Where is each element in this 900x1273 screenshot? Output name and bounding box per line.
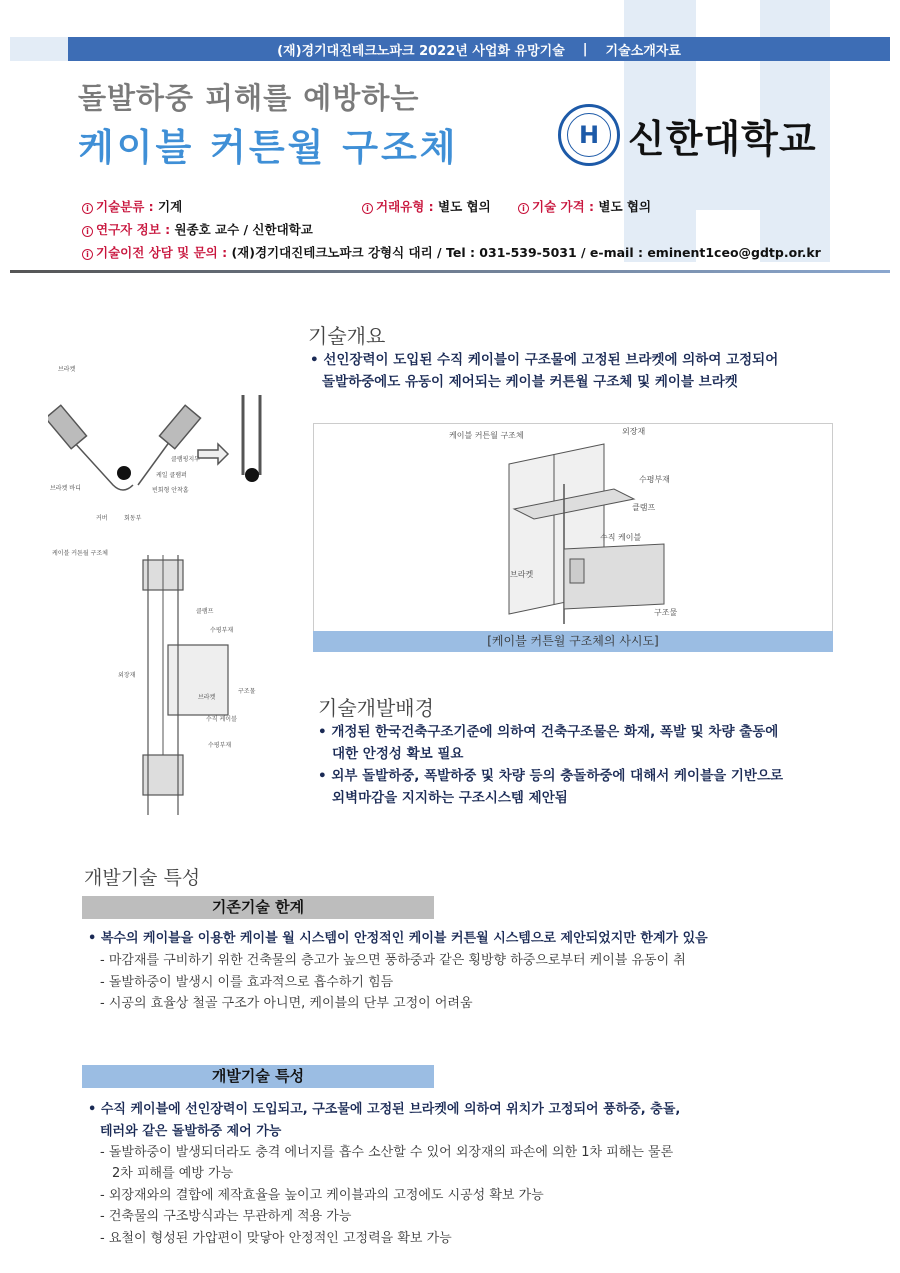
dev-sub-4: - 요철이 형성된 가압편이 맞닿아 안정적인 고정력을 확보 가능 xyxy=(100,1231,452,1246)
diagram-label-vertical-cable: 수직 케이블 xyxy=(206,716,237,723)
figure-label-clamp: 클램프 xyxy=(632,503,656,512)
background-bullet2-line1: • 외부 돌발하중, 폭발하중 및 차량 등의 충돌하중에 대해서 케이블을 기반으로 xyxy=(318,768,784,784)
info-icon: i xyxy=(82,249,93,260)
figure-label-horizontal: 수평부재 xyxy=(639,475,670,484)
diagram-label-cover: 커버 xyxy=(96,515,108,522)
diagram-label-bracket-body: 브라켓 바디 xyxy=(50,485,81,492)
figure-label-structure: 구조물 xyxy=(654,608,678,617)
info-price: i 기술 가격 : 별도 협의 xyxy=(518,197,651,215)
overview-bullet-line1: • 선인장력이 도입된 수직 케이블이 구조물에 고정된 브라켓에 의하여 고정되어 xyxy=(310,352,779,368)
info-icon: i xyxy=(82,226,93,237)
figure-label-vertical-cable: 수직 케이블 xyxy=(600,533,642,542)
header-bar xyxy=(68,37,890,61)
overview-heading: 기술개요 xyxy=(308,324,386,348)
figure-label-exterior: 외장재 xyxy=(622,427,646,436)
dev-bullet-line2: 테러와 같은 돌발하중 제어 가능 xyxy=(100,1124,282,1139)
diagram-label-structure: 구조물 xyxy=(238,688,256,695)
dev-sub-2: - 외장재와의 결합에 제작효율을 높이고 케이블과의 고정에도 시공성 확보 가능 xyxy=(100,1188,544,1203)
features-heading: 개발기술 특성 xyxy=(84,867,201,889)
header-org: (재)경기대진테크노파크 2022년 사업화 유망기술 xyxy=(277,43,565,59)
header-separator: | xyxy=(582,41,588,57)
dev-sub-1: - 돌발하중이 발생되더라도 충격 에너지를 흡수 소산할 수 있어 외장재의 파손에 의한 1차 피해는 물론 xyxy=(100,1145,674,1160)
title-line2: 케이블 커튼월 구조체 xyxy=(78,126,459,169)
header-divider xyxy=(10,270,890,273)
background-bullet1-line2: 대한 안정성 확보 필요 xyxy=(332,746,464,762)
dev-bullet-line1: • 수직 케이블에 선인장력이 도입되고, 구조물에 고정된 브라켓에 의하여 위치가 고정되어 풍하중, 충돌, xyxy=(88,1102,681,1117)
dev-sub-3: - 건축물의 구조방식과는 무관하게 적용 가능 xyxy=(100,1209,352,1224)
diagram-label-horizontal: 수평부재 xyxy=(210,627,234,634)
background-heading: 기술개발배경 xyxy=(318,696,434,720)
diagram-label-horizontal2: 수평부재 xyxy=(208,742,232,749)
diagram-label-bracket: 브라켓 xyxy=(58,366,76,373)
perspective-drawing xyxy=(314,424,832,630)
diagram-label-clamp-support: 클램핑지부 xyxy=(171,456,200,463)
bracket-diagram xyxy=(48,355,278,815)
info-researcher: i 연구자 정보 : 원종호 교수 / 신한대학교 xyxy=(82,220,313,238)
diagram-label-rotation: 회동부 xyxy=(124,515,142,522)
limits-bullet: • 복수의 케이블을 이용한 케이블 월 시스템이 안정적인 케이블 커튼월 시스템으로 제안되었지만 한계가 있음 xyxy=(88,931,708,946)
university-logo xyxy=(558,104,817,166)
figure-label-system: 케이블 커튼월 구조체 xyxy=(449,431,524,440)
overview-bullet-line2: 돌발하중에도 유동이 제어되는 케이블 커튼월 구조체 및 케이블 브라켓 xyxy=(322,374,738,390)
diagram-label-bracket2: 브라켓 xyxy=(198,694,216,701)
diagram-label-clamp: 클램프 xyxy=(196,608,214,615)
dev-band: 개발기술 특성 xyxy=(82,1065,434,1088)
background-bullet2-line2: 외벽마감을 지지하는 구조시스템 제안됨 xyxy=(332,790,568,806)
perspective-figure xyxy=(313,423,833,651)
title-line1: 돌발하중 피해를 예방하는 xyxy=(78,81,420,115)
figure-label-bracket: 브라켓 xyxy=(510,570,534,579)
limits-sub-1: - 마감재를 구비하기 위한 건축물의 층고가 높으면 풍하중과 같은 횡방향 하중으로부터 케이블 유동이 취 xyxy=(100,953,686,968)
limits-sub-2: - 돌발하중이 발생시 이를 효과적으로 흡수하기 힘듬 xyxy=(100,975,394,990)
diagram-label-anti-rotation: 빈회형 안착홈 xyxy=(152,487,189,494)
limits-sub-3: - 시공의 효율상 철골 구조가 아니면, 케이블의 단부 고정이 어려움 xyxy=(100,996,473,1011)
header-bar-left xyxy=(10,37,68,61)
university-emblem-icon: H xyxy=(558,104,620,166)
info-category: i 기술분류 : 기계 xyxy=(82,197,182,215)
info-icon: i xyxy=(362,203,373,214)
info-trade: i 거래유형 : 별도 협의 xyxy=(362,197,491,215)
diagram-label-system: 케이블 커튼월 구조체 xyxy=(52,550,108,557)
diagram-label-exterior: 외장재 xyxy=(118,672,136,679)
header-doc-type: 기술소개자료 xyxy=(605,43,681,59)
diagram-label-cable-clamp: 케일 클램퍼 xyxy=(156,472,187,479)
university-name: 신한대학교 xyxy=(628,116,817,161)
background-bullet1-line1: • 개정된 한국건축구조기준에 의하여 건축구조물은 화재, 폭발 및 차량 출동에 xyxy=(318,724,779,740)
info-icon: i xyxy=(82,203,93,214)
dev-sub-1b: 2차 피해를 예방 가능 xyxy=(112,1166,234,1181)
info-icon: i xyxy=(518,203,529,214)
limits-band: 기존기술 한계 xyxy=(82,896,434,919)
figure-caption: [케이블 커튼월 구조체의 사시도] xyxy=(313,631,833,652)
info-contact: i 기술이전 상담 및 문의 : (재)경기대진테크노파크 강형식 대리 / Tel : 031-539-5031 / e-mail : eminent1ceo@gdtp.or.kr xyxy=(82,243,821,261)
